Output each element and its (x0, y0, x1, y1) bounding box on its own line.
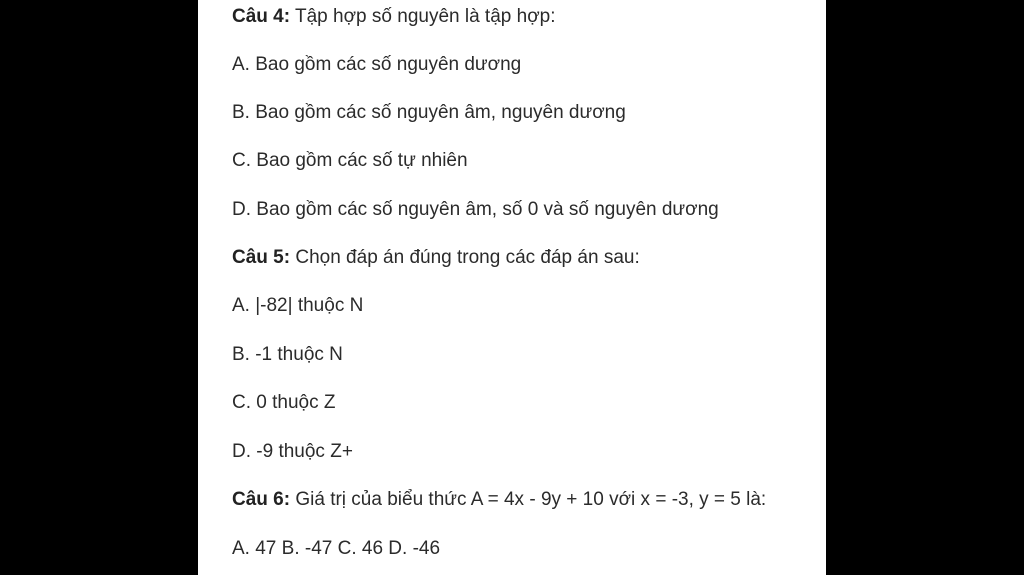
question-4-heading (232, 5, 556, 29)
question-5-option-d: D. -9 thuộc Z+ (232, 441, 353, 462)
question-5-text: Chọn đáp án đúng trong các đáp án sau: (290, 247, 640, 268)
question-6-label: Câu 6: (232, 489, 291, 510)
question-4-option-b: B. Bao gồm các số nguyên âm, nguyên dương (232, 102, 626, 123)
question-5-option-c: C. 0 thuộc Z (232, 392, 336, 413)
question-5-option-b: B. -1 thuộc N (232, 344, 343, 365)
question-4-option-d: D. Bao gồm các số nguyên âm, số 0 và số nguyên dương (232, 199, 719, 220)
question-6-options: A. 47 B. -47 C. 46 D. -46 (232, 538, 441, 559)
question-4-label: Câu 4: (232, 6, 291, 27)
question-4-option-c: C. Bao gồm các số tự nhiên (232, 150, 468, 171)
question-5-option-a: A. |-82| thuộc N (232, 295, 364, 316)
question-4-text: Tập hợp số nguyên là tập hợp: (290, 6, 556, 27)
question-5-label: Câu 5: (232, 247, 291, 268)
question-6-heading (232, 488, 766, 512)
document-page (198, 0, 826, 575)
question-5-heading (232, 246, 640, 270)
question-6-text: Giá trị của biểu thức A = 4x - 9y + 10 với x = -3, y = 5 là: (290, 489, 767, 510)
question-4-option-a: A. Bao gồm các số nguyên dương (232, 54, 522, 75)
